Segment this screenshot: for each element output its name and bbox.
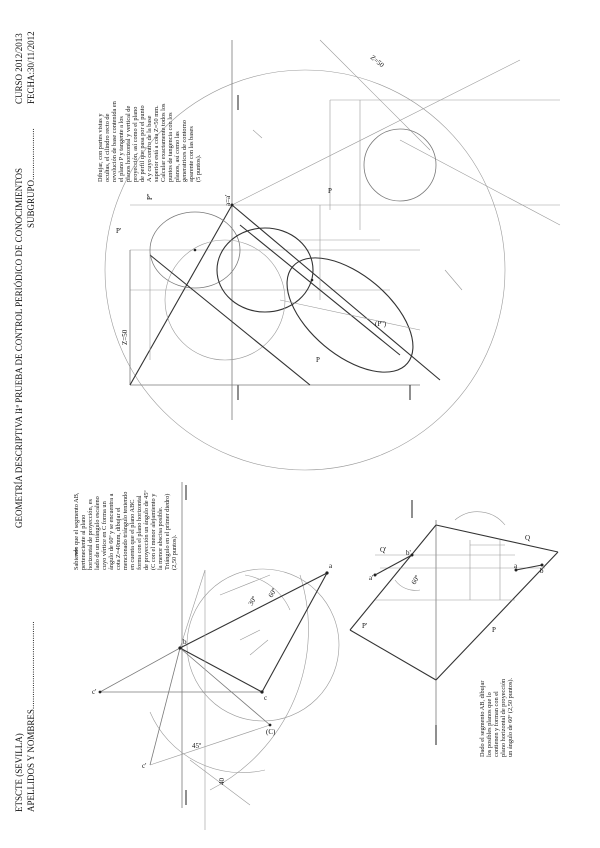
- ex3-line-1: Dibujar, con partes vistas y: [97, 113, 104, 182]
- ex3-point-center-2: [194, 249, 197, 252]
- header-left: [14, 31, 36, 812]
- ex3-tick-mark-1: [445, 270, 462, 290]
- ex1-label-a: a: [329, 562, 333, 570]
- ex3-line-12: planos, así como las: [174, 131, 181, 182]
- ex3-label-p-lower: P: [316, 356, 320, 364]
- ex1-tick-1: [240, 630, 260, 640]
- ex1-line-7: cota Z=40mm, dibujar el: [115, 507, 122, 570]
- ex1-label-45: 45º: [192, 742, 202, 750]
- ex2-label-q: Q: [525, 534, 531, 542]
- ex3-trace-p: [232, 205, 440, 380]
- ex1-label-60: 60º: [266, 587, 279, 599]
- ex2-cone-arc: [455, 512, 505, 525]
- ex3-label-p-double: P'': [146, 193, 154, 200]
- ex3-profile-circle: [364, 129, 436, 201]
- ex1-line-2: perteneciente al plano: [80, 514, 87, 570]
- ex1-label-b: b: [183, 638, 187, 646]
- ex3-label-p-third: (P''): [375, 320, 387, 328]
- ex1-line-4: lado de un triángulo escaleno: [94, 496, 101, 570]
- ex3-line-7: de perfil que pasa por el punto: [139, 105, 146, 182]
- ex1-line-15: (2,50 puntos).: [171, 534, 178, 570]
- ex1-line-6: ángulo de 60º y se encuentra a: [108, 493, 115, 570]
- ex1-line-5: cuyo vértice en C forma un: [101, 501, 108, 570]
- ex2-trace-p-prime: [350, 525, 436, 630]
- ex1-label-40: 40: [218, 778, 226, 785]
- ex1-line-c2-C: [150, 725, 270, 765]
- ex2-label-p-prime: P': [362, 622, 368, 630]
- ex3-trace-p-prime: [130, 205, 232, 385]
- ex2-line-3: contienen y forman con el: [493, 691, 500, 757]
- ex1-line-12: (C con el menor alejamiento y: [150, 493, 157, 570]
- ex2-label-p: P: [492, 626, 496, 634]
- ex3-base-circle: [165, 240, 285, 360]
- ex2-label-60: 60º: [409, 574, 422, 586]
- ex3-line-5: planos horizontal y vertical de: [125, 105, 132, 182]
- ex1-point-b: [178, 646, 181, 649]
- ex1-angle45-arc: [150, 712, 265, 773]
- ex2-trace-q: [436, 525, 558, 552]
- ex3-line-11: puntos de tangencia con los: [167, 112, 174, 182]
- ex2-line-2: los posibles planos que lo: [486, 692, 493, 757]
- ex1-label-30: 30º: [246, 595, 259, 607]
- ex3-label-p-prime: P': [116, 227, 122, 235]
- ex3-generatrix-1: [150, 255, 310, 385]
- ex2-line-1: Dado el segmento AB, dibujar: [479, 680, 486, 757]
- ex3-line-10: Calcular exactamente todos los: [160, 103, 167, 182]
- ex3-line-4: el plano P y tangente a los: [118, 116, 125, 182]
- student-names-field: APELLIDOS Y NOMBRES.......................................: [26, 621, 36, 812]
- ex2-line-4: plano horizontal de proyección: [500, 678, 507, 757]
- ex1-label-c-prime: c': [92, 688, 97, 696]
- ex1-line-8: mencionado triángulo teniendo: [122, 491, 129, 570]
- ex1-line-14: Triángulo en el primer diedro): [164, 493, 171, 570]
- ex3-line-13: generatrices de contorno: [181, 120, 188, 182]
- ex3-label-p: P: [328, 187, 332, 195]
- ex3-line-8: A y cuyo centro de la base: [146, 115, 153, 182]
- exercise1-statement: [73, 491, 178, 570]
- ex2-label-a: a: [514, 562, 518, 570]
- ex3-trace-upper: [232, 60, 520, 205]
- ex1-label-c-prime-2: c': [142, 762, 147, 770]
- ex1-line-b-C: [180, 648, 270, 725]
- ex1-point-cprime: [99, 691, 102, 694]
- ex1-point-C: [269, 724, 272, 727]
- ex3-tick-mark-2: [253, 130, 262, 138]
- ex3-label-a: a=a': [224, 194, 232, 206]
- ex3-line-14: aparente con las bases: [188, 126, 195, 182]
- ex1-line-b-top: [180, 570, 205, 648]
- ex3-label-z50-top: Z=50: [368, 53, 386, 70]
- date-label: FECHA:30/11/2012: [26, 31, 36, 104]
- subgroup-field: SUBGRUPO.......................: [26, 128, 36, 228]
- ex3-line-2: ocultas, el cilindro recto de: [104, 113, 111, 182]
- ex1-line-13: la menor abscisa posible.: [157, 506, 164, 570]
- ex3-line-6: proyección, así como el plano: [132, 106, 139, 182]
- exercise2-drawing: [350, 512, 558, 745]
- ex1-line-9: en cuenta que el plano ABC: [129, 499, 136, 570]
- ex1-line-10: forma con el plano horizontal: [136, 495, 143, 570]
- ex2-label-b-prime: b': [406, 549, 411, 557]
- ex1-line-1: Sabiendo que el segmento AB,: [73, 492, 80, 570]
- exam-title: 1ª PRUEBA DE CONTROL PERIÓDICO DE CONOCIMIENTOS: [14, 168, 24, 412]
- ex1-point-a: [325, 571, 328, 574]
- ex1-tick-2: [250, 640, 268, 655]
- ex3-point-center: [311, 279, 314, 282]
- ex3-label-z50-left: Z=50: [121, 329, 129, 345]
- ex1-label-c: c: [264, 694, 268, 702]
- ex3-line-3: revolución de base contenida en: [111, 101, 118, 182]
- school-name: ETSCTE (SEVILLA): [14, 733, 24, 812]
- ex2-label-a-prime: a': [369, 574, 374, 582]
- ex2-point-a-prime: [374, 574, 377, 577]
- ex2-line-5: un ángulo de 60º (2,50 puntos).: [507, 677, 514, 757]
- ex1-segment-cp-b: [100, 648, 180, 692]
- ex2-point-b-prime: [411, 554, 414, 557]
- ex2-label-b: b: [540, 567, 544, 575]
- exercise2-statement: [479, 677, 514, 757]
- ex1-label-C: (C): [266, 728, 276, 736]
- exercise3-statement: [97, 100, 202, 182]
- course-label: CURSO 2012/2013: [14, 33, 24, 104]
- ex1-line-3: horizontal de proyección, es: [87, 499, 94, 570]
- ex1-segment-b-c: [180, 648, 262, 692]
- ex3-diag-right: [400, 140, 560, 225]
- ex2-segment-ab-vertical: [375, 555, 412, 575]
- ex1-segment-b-a: [180, 573, 327, 648]
- ex3-line-15: (5 puntos).: [195, 154, 202, 182]
- ex1-line-11: de proyección un ángulo de 45º: [143, 490, 150, 570]
- exercise3-drawing: [105, 40, 560, 470]
- ex2-segment-ab-horizontal: [516, 565, 542, 570]
- subject-title: GEOMETRÍA DESCRIPTIVA I-: [14, 408, 24, 528]
- ex3-line-9: superior está a cota Z=50 mm.: [153, 105, 160, 182]
- ex2-label-q-prime: Q': [380, 546, 387, 554]
- ex2-trace-q-prime: [350, 630, 436, 680]
